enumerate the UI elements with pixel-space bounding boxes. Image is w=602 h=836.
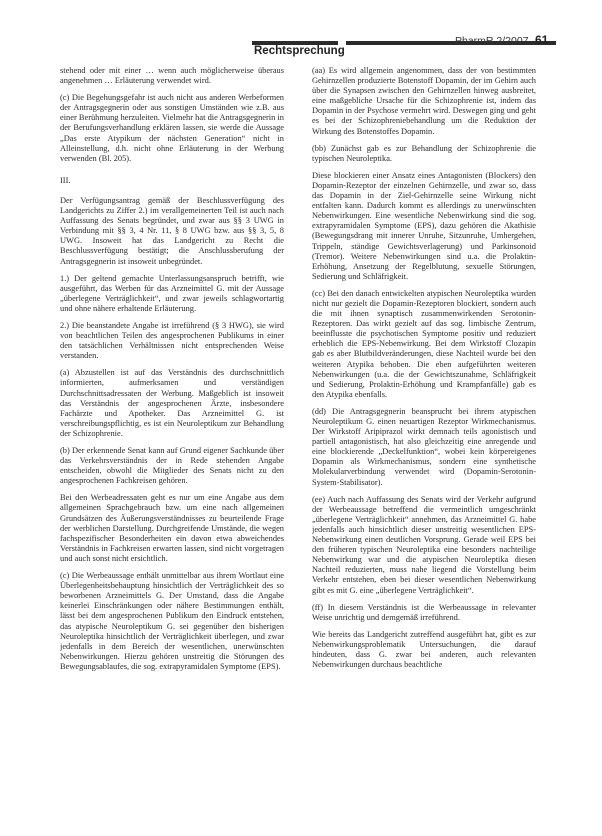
paragraph: (c) Die Werbeaussage enthält unmittelbar aus ihrem Wortlaut eine Überlegenheitsbehauptung hinsichtlich der Verträglichkeit des so beworbenen Arzneimittels G. Der Umstand, dass die Angabe keinerlei Einschränkungen oder nähere Bestimmungen enthält, lässt bei dem angesprochenen Publikum den Eindruck entstehen, das atypische Neuroleptikum G. sei gegenüber den bisherigen Neuroleptika hinsichtlich der Verträglichkeit überlegen, und zwar jedenfalls in dem Bereich der wesentlichen, unerwünschten Nebenwirkungen. Hierzu gehören unstreitig die Störungen des Bewegungsablaufes, die sog. extrapyramidalen Symptome (EPS). bbox=[60, 571, 284, 671]
left-column bbox=[60, 66, 284, 834]
paragraph: Wie bereits das Landgericht zutreffend ausgeführt hat, gibt es zur Nebenwirkungsproblematik Untersuchungen, die darauf hindeuten, dass G. zwar bei anderen, auch relevanten Nebenwirkungen durchaus beachtliche bbox=[312, 629, 536, 670]
paragraph: (a) Abzustellen ist auf das Verständnis des durchschnittlich informierten, aufmerksamen und verständigen Durchschnittsadressaten der Werbung. Maßgeblich ist insoweit das Verständnis der angesprochenen Ärzte, insbesondere Fachärzte und Apotheker. Das Arzneimittel G. ist verschreibungspflichtig, es ist ein Neuroleptikum zur Behandlung der Schizophrenie. bbox=[60, 368, 284, 438]
section-heading: III. bbox=[60, 175, 71, 185]
paragraph: Der Verfügungsantrag gemäß der Beschlussverfügung des Landgerichts zu Ziffer 2.) im verallgemeinerten Teil ist auch nach Auffassung des Senats begründet, und zwar aus §§ 3 UWG in Verbindung mit §§ 3, 4 Nr. 11, § 8 UWG bzw. aus §§ 3, 5, 8 UWG. Insoweit hat das Landgericht zu Recht die Beschlussverfügung bestätigt; die Anschlussberufung der Antragsgegnerin ist insoweit unbegründet. bbox=[60, 195, 284, 266]
section-title: Rechtsprechung bbox=[254, 45, 345, 57]
paragraph: (ee) Auch nach Auffassung des Senats wird der Verkehr aufgrund der Werbeaussage betreffend die vermeintlich umgeschränkt „überlegene Verträglichkeit“ annehmen, das Arzneimittel G. habe jedenfalls auch hinsichtlich dieser unstreitig wesentlichen EPS-Nebenwirkung einen deutlichen Vorsprung. Gerade weil EPS bei den früheren typischen Neuroleptika eine besonders nachteilige Nebenwirkung war und die atypischen Neuroleptika diesen Nachteil reduzierten, muss nahe liegend die Vorstellung beim Verkehr entstehen, eben bei dieser wesentlichen Nebenwirkung gibt es mit G. eine „überlegene Verträglichkeit“. bbox=[312, 494, 536, 595]
right-column bbox=[312, 66, 536, 834]
paragraph: Diese blockieren einer Ansatz eines Antagonisten (Blockers) den Dopamin-Rezeptor der einzelnen Gehirnzelle, und zwar so, dass das Dopamin in der Ziel-Gehirnzelle seine Wirkung nicht entfalten kann. Dadurch kommt es allerdings zu unerwünschten Nebenwirkungen. Eine wesentliche Nebenwirkung sind die sog. extrapyramidalen Symptome (EPS), dazu gehören die Akathisie (Bewegungsdrang mit innerer Unruhe, Sitzunruhe, Umhergehen, Trippeln, ständige Gewichtsverlagerung) und Parkinsonoid (Tremor). Weitere Nebenwirkungen sind u.a. die Prolaktin-Erhöhung, Ansetzung der Regelblutung, sexuelle Störungen, Sedierung und Schläfrigkeit. bbox=[312, 170, 536, 281]
paragraph: (b) Der erkennende Senat kann auf Grund eigener Sachkunde über das Verkehrsverständnis der in Rede stehenden Angabe entscheiden, obwohl die Mitglieder des Senats nicht zu den angesprochenen Fachkreisen gehören. bbox=[60, 446, 284, 486]
paragraph: (ff) In diesem Verständnis ist die Werbeaussage in relevanter Weise unrichtig und demgemäß irreführend. bbox=[312, 602, 536, 622]
paragraph: (cc) Bei den danach entwickelten atypischen Neuroleptika wurden nicht nur gezielt die Dopamin-Rezeptoren blockiert, sondern auch die mit ihnen synaptisch zusammenwirkenden Serotonin-Rezeptoren. Das wirkt gezielt auf das sog. limbische Zentrum, beeinflusste die psychotischen Symptome positiv und reduziert erheblich die EPS-Nebenwirkung. Bei dem Wirkstoff Clozapin gab es aber Blutbildveränderungen, diese Nachteil wurde bei den weiteren Atypika behoben. Die eben aufgeführten weiteren Nebenwirkungen (u.a. die der Gewichtszunahme, Schläfrigkeit und Sedierung, Prolaktin-Erhöhung und Krampfanfälle) gab es den Atypika ebenfalls. bbox=[312, 288, 536, 399]
journal-issue: PharmR 2/2007 bbox=[455, 35, 529, 47]
paragraph: (c) Die Begehungsgefahr ist auch nicht aus anderen Werbeformen der Antragsgegnerin oder aus sonstigen Umständen wie z.B. aus einer Berühmung herzuleiten. Vielmehr hat die Antragsgegnerin in der Berufungsverhandlung erklären lassen, sie werde die Aussage „Das erste Atypikum der nächsten Generation“ nicht in Alleinstellung, d.h. nicht ohne Erläuterung in der Werbung verwenden (Bl. 205). bbox=[60, 93, 284, 163]
paragraph: (bb) Zunächst gab es zur Behandlung der Schizophrenie die typischen Neuroleptika. bbox=[312, 143, 536, 163]
paragraph: (aa) Es wird allgemein angenommen, dass der von bestimmten Gehirnzellen produzierte Botenstoff Dopamin, der im Gehirn auch über die Synapsen zwischen den Gehirnzellen hinweg ausbreitet, eine maßgebliche Ursache für die Schizophrenie ist, indem das Dopamin in der Psychose vermehrt wird. Deswegen ging und geht es bei der Schizophreniebehandlung um die Reduktion der Wirkung des Botenstoffes Dopamin. bbox=[312, 66, 536, 136]
paragraph: (dd) Die Antragsgegnerin beansprucht bei ihrem atypischen Neuroleptikum G. einen neuartigen Rezeptor Wirkmechanismus. Der Wirkstoff Aripiprazol wirkt demnach teils agonistisch und partiell antagonistisch, hat also gleichzeitig eine anregende und eine blockierende „Deckelfunktion“, wobei kein körpereigenes Dopamin als Wirkmechanismus, sondern eine synthetische Molekularverbindung verwendet wird (Dopamin-Serotonin-System-Stabilisator). bbox=[312, 406, 536, 487]
page-header bbox=[0, 0, 602, 58]
paragraph: stehend oder mit einer … wenn auch möglicherweise überaus angenehmen … Erläuterung verwendet wird. bbox=[60, 66, 284, 86]
paragraph: Bei den Werbeadressaten geht es nur um eine Angabe aus dem allgemeinen Sprachgebrauch bzw. um eine nach allgemeinen Grundsätzen des Äußerungsverständnisses zu beurteilende Frage der werblichen Darstellung. Durchgreifende Umstände, die wegen fachspezifischer Besonderheiten ein davon etwa abweichendes Verständnis in Fachkreisen erwarten lassen, sind nicht vorgetragen und auch sonst nicht ersichtlich. bbox=[60, 493, 284, 563]
page-number: 61 bbox=[535, 33, 549, 47]
paragraph: 2.) Die beanstandete Angabe ist irreführend (§ 3 HWG), sie wird von beachtlichen Teilen des angesprochenen Publikums in einer den tatsächlichen Verhältnissen nicht entsprechenden Weise verstanden. bbox=[60, 320, 284, 361]
paragraph: 1.) Der geltend gemachte Unterlassungsanspruch betrifft, wie ausgeführt, das Werben für das Arzneimittel G. mit der Aussage „überlegene Verträglichkeit“, und zwar jeweils schlagwortartig und ohne nähere erhaltende Erläuterung. bbox=[60, 273, 284, 313]
